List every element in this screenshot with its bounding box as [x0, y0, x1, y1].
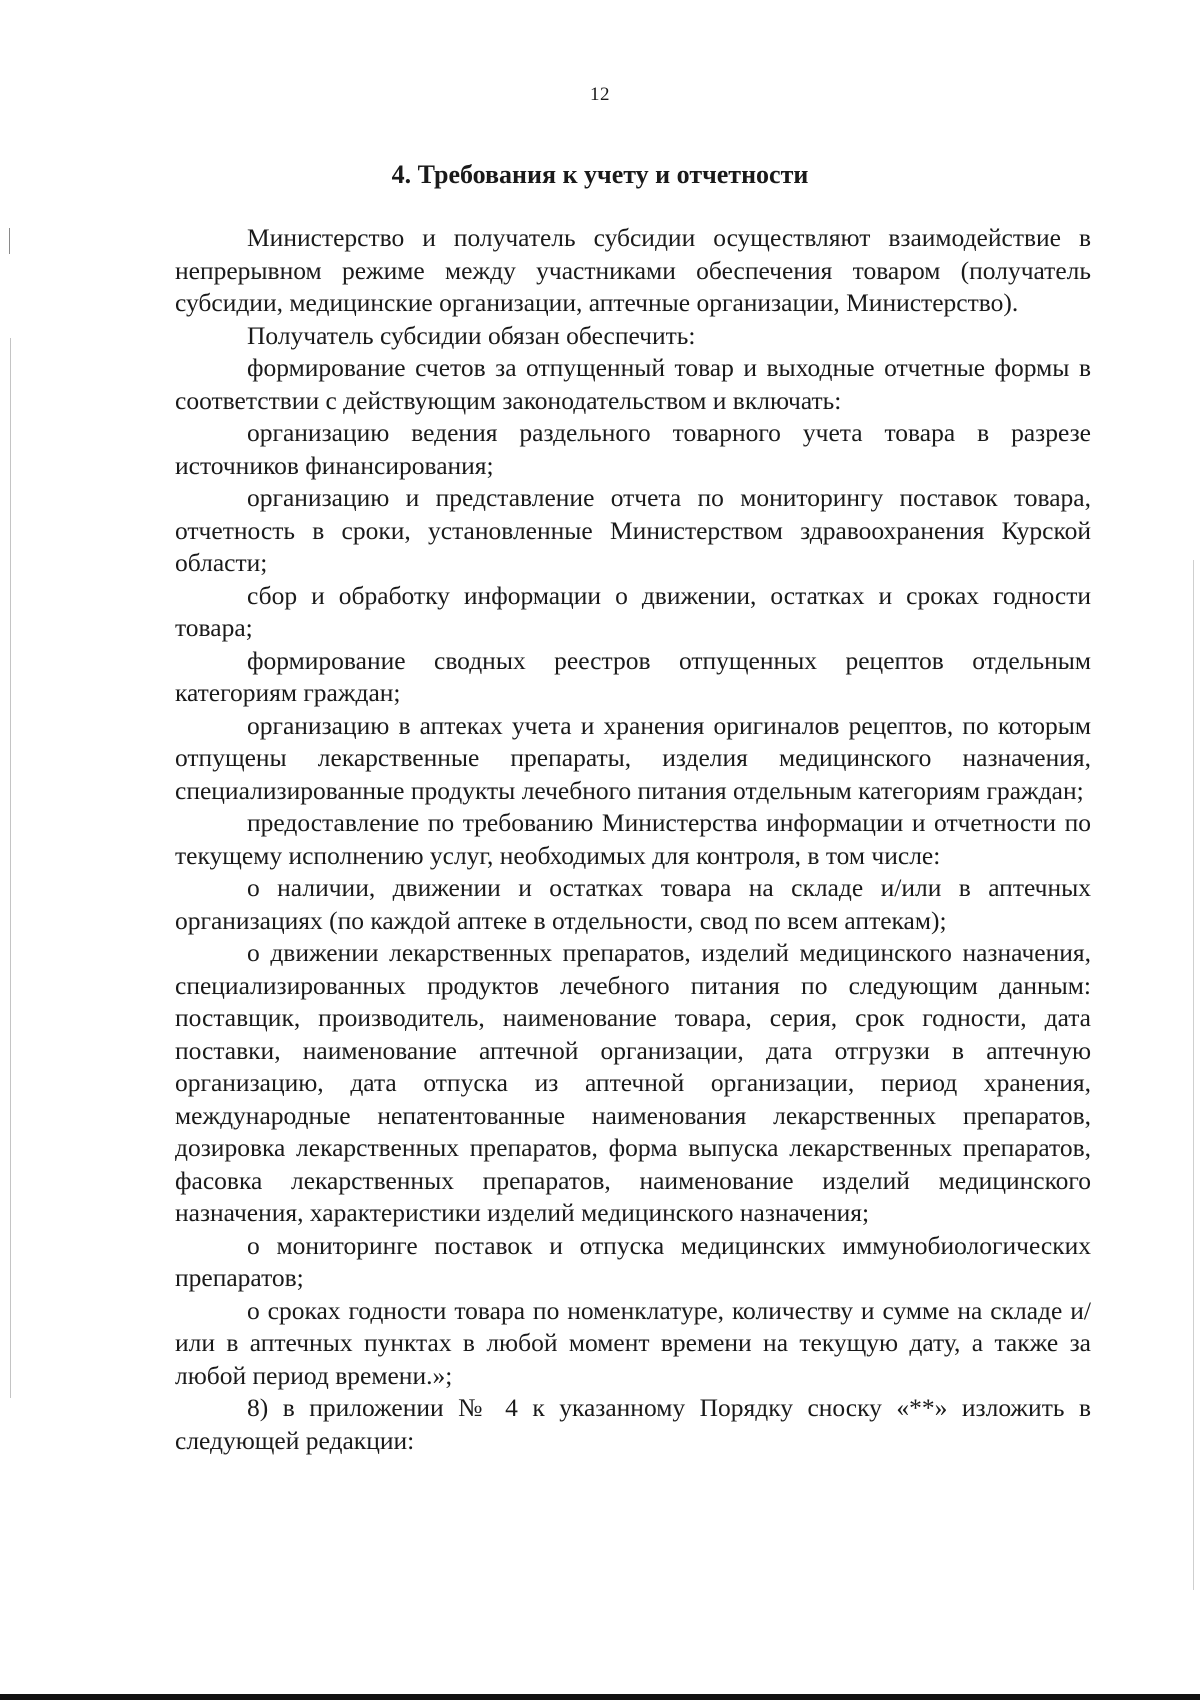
scan-artifact-left-top — [9, 228, 10, 254]
section-heading: 4. Требования к учету и отчетности — [391, 160, 809, 189]
paragraph: о сроках годности товара по номенклатуре, количеству и сумме на складе и/или в аптечных пунктах в любой момент времени на текущую дату, а также за любой период времени.»; — [175, 1295, 1091, 1390]
paragraph: о наличии, движении и остатках товара на складе и/или в аптечных организациях (по каждой аптеке в отдельности, свод по всем аптекам); — [175, 873, 1091, 935]
paragraph: Министерство и получатель субсидии осуществляют взаимодействие в непрерывном режиме между участниками обеспечения товаром (получатель субсидии, медицинские организации, аптечные организации, Министерство). — [175, 223, 1091, 317]
scan-artifact-bottom-edge — [0, 1694, 1200, 1700]
paragraph: Получатель субсидии обязан обеспечить: — [247, 320, 696, 350]
page-number: 12 — [590, 84, 610, 105]
paragraph: формирование сводных реестров отпущенных рецептов отдельным категориям граждан; — [175, 645, 1091, 707]
document-body — [175, 222, 1091, 1457]
paragraph: организацию в аптеках учета и хранения оригиналов рецептов, по которым отпущены лекарственные препараты, изделия медицинского назначения, специализированные продукты лечебного питания отдельным категориям граждан; — [175, 710, 1091, 805]
paragraph: организацию ведения раздельного товарного учета товара в разрезе источников финансирования; — [175, 418, 1091, 480]
paragraph: сбор и обработку информации о движении, остатках и сроках годности товара; — [175, 580, 1091, 642]
paragraph: о движении лекарственных препаратов, изделий медицинского назначения, специализированных продуктов лечебного питания по следующим данным: поставщик, производитель, наименование товара, серия, срок годности, дата поставки, наименование аптечной организации, дата отгрузки в аптечную организацию, дата отпуска из аптечной организации, период хранения, международные непатентованные наименования лекарственных препаратов, дозировка лекарственных препаратов, форма выпуска лекарственных препаратов, фасовка лекарственных препаратов, наименование изделий медицинского назначения, характеристики изделий медицинского назначения; — [175, 938, 1091, 1227]
paragraph: организацию и представление отчета по мониторингу поставок товара, отчетность в сроки, установленные Министерством здравоохранения Курской области; — [175, 483, 1091, 577]
paragraph: предоставление по требованию Министерства информации и отчетности по текущему исполнению услуг, необходимых для контроля, в том числе: — [175, 808, 1091, 870]
scan-artifact-left-edge — [10, 338, 11, 1398]
scan-artifact-right-edge — [1193, 560, 1194, 1590]
paragraph: 8) в приложении № 4 к указанному Порядку сноску «**» изложить в следующей редакции: — [175, 1393, 1091, 1455]
paragraph: формирование счетов за отпущенный товар и выходные отчетные формы в соответствии с действующим законодательством и включать: — [175, 353, 1091, 415]
paragraph: о мониторинге поставок и отпуска медицинских иммунобиологических препаратов; — [175, 1230, 1091, 1292]
